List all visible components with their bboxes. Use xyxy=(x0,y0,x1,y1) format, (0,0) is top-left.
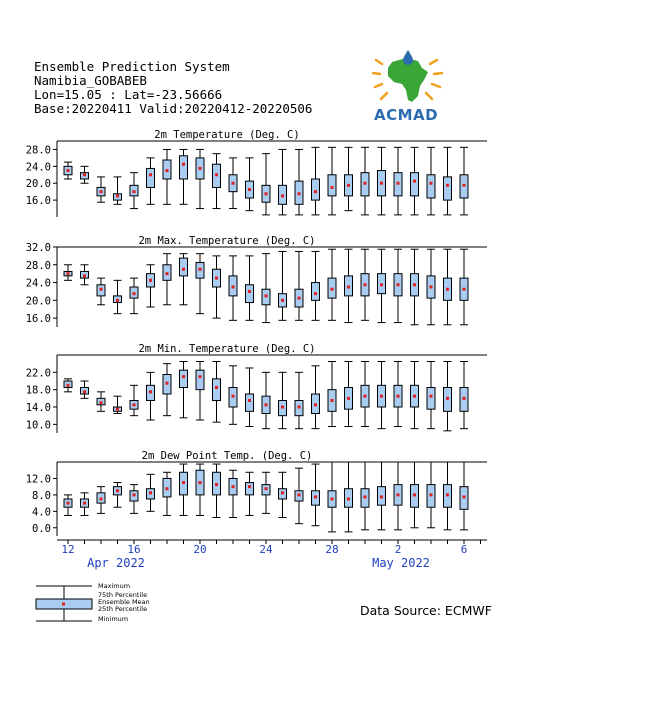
mean-marker xyxy=(248,485,251,488)
mean-marker xyxy=(232,485,235,488)
header-line-1: Ensemble Prediction System xyxy=(34,59,230,74)
mean-marker xyxy=(182,268,185,271)
mean-marker xyxy=(133,190,136,193)
mean-marker xyxy=(430,493,433,496)
mean-marker xyxy=(248,290,251,293)
legend-minimum-label: Minimum xyxy=(98,615,129,623)
mean-marker xyxy=(347,184,350,187)
iqr-box xyxy=(246,285,254,303)
iqr-box xyxy=(196,370,204,390)
mean-marker xyxy=(281,406,284,409)
mean-marker xyxy=(364,182,367,185)
mean-marker xyxy=(149,279,152,282)
mean-marker xyxy=(232,286,235,289)
panel-title: 2m Min. Temperature (Deg. C) xyxy=(138,343,316,355)
y-tick-label: 0.0 xyxy=(32,522,51,535)
mean-marker xyxy=(314,495,317,498)
iqr-box xyxy=(427,388,435,410)
y-tick-label: 8.0 xyxy=(32,489,51,502)
mean-marker xyxy=(314,190,317,193)
mean-marker xyxy=(166,169,169,172)
mean-marker xyxy=(166,487,169,490)
mean-marker xyxy=(397,182,400,185)
mean-marker xyxy=(430,286,433,289)
mean-marker xyxy=(347,397,350,400)
mean-marker xyxy=(232,182,235,185)
y-tick-label: 28.0 xyxy=(25,259,51,272)
panel-title: 2m Max. Temperature (Deg. C) xyxy=(138,235,316,247)
legend-maximum-label: Maximum xyxy=(98,582,131,590)
y-tick-label: 24.0 xyxy=(25,277,51,290)
mean-marker xyxy=(413,493,416,496)
mean-marker xyxy=(67,502,70,505)
mean-marker xyxy=(463,288,466,291)
legend-mean-marker xyxy=(62,603,65,606)
mean-marker xyxy=(133,493,136,496)
data-source-label: Data Source: ECMWF xyxy=(360,603,492,618)
mean-marker xyxy=(149,491,152,494)
mean-marker xyxy=(265,403,268,406)
mean-marker xyxy=(248,188,251,191)
mean-marker xyxy=(133,292,136,295)
mean-marker xyxy=(182,481,185,484)
mean-marker xyxy=(215,386,218,389)
mean-marker xyxy=(380,495,383,498)
mean-marker xyxy=(446,288,449,291)
mean-marker xyxy=(281,194,284,197)
mean-marker xyxy=(397,395,400,398)
mean-marker xyxy=(463,397,466,400)
mean-marker xyxy=(314,403,317,406)
mean-marker xyxy=(100,190,103,193)
iqr-box xyxy=(180,258,188,276)
mean-marker xyxy=(364,283,367,286)
header-line-3: Lon=15.05 : Lat=-23.56666 xyxy=(34,87,223,102)
legend-mean-label: Ensemble Mean xyxy=(98,598,150,606)
mean-marker xyxy=(331,186,334,189)
mean-marker xyxy=(364,495,367,498)
header-line-2: Namibia_GOBABEB xyxy=(34,73,147,88)
legend-p75-label: 75th Percentile xyxy=(98,591,148,599)
mean-marker xyxy=(281,299,284,302)
mean-marker xyxy=(215,173,218,176)
mean-marker xyxy=(100,288,103,291)
x-tick-label: 6 xyxy=(460,543,468,556)
x-tick-label: 20 xyxy=(193,543,207,556)
mean-marker xyxy=(67,169,70,172)
mean-marker xyxy=(83,502,86,505)
mean-marker xyxy=(298,406,301,409)
x-tick-label: 12 xyxy=(61,543,75,556)
x-tick-label: 28 xyxy=(325,543,339,556)
iqr-box xyxy=(147,168,155,187)
y-tick-label: 4.0 xyxy=(32,506,51,519)
mean-marker xyxy=(199,375,202,378)
iqr-box xyxy=(411,173,419,196)
y-tick-label: 12.0 xyxy=(25,473,51,486)
mean-marker xyxy=(380,395,383,398)
mean-marker xyxy=(314,292,317,295)
iqr-box xyxy=(427,175,435,198)
mean-marker xyxy=(331,498,334,501)
iqr-box xyxy=(246,394,254,411)
mean-marker xyxy=(380,182,383,185)
header-line-4: Base:20220411 Valid:20220412-20220506 xyxy=(34,101,313,116)
mean-marker xyxy=(446,493,449,496)
mean-marker xyxy=(364,395,367,398)
x-tick-label: 24 xyxy=(259,543,273,556)
x-tick-label: 2 xyxy=(394,543,402,556)
iqr-box xyxy=(328,175,336,196)
iqr-box xyxy=(312,283,320,301)
x-tick-label: 16 xyxy=(127,543,141,556)
month-label-may: May 2022 xyxy=(372,556,430,570)
mean-marker xyxy=(430,182,433,185)
logo-text: ACMAD xyxy=(374,106,439,124)
mean-marker xyxy=(397,493,400,496)
iqr-box xyxy=(312,179,320,200)
mean-marker xyxy=(413,283,416,286)
mean-marker xyxy=(166,382,169,385)
mean-marker xyxy=(116,194,119,197)
mean-marker xyxy=(265,487,268,490)
mean-marker xyxy=(463,495,466,498)
y-tick-label: 20.0 xyxy=(25,295,51,308)
y-tick-label: 22.0 xyxy=(25,367,51,380)
mean-marker xyxy=(149,173,152,176)
mean-marker xyxy=(331,399,334,402)
mean-marker xyxy=(446,184,449,187)
y-tick-label: 16.0 xyxy=(25,195,51,208)
mean-marker xyxy=(215,277,218,280)
mean-marker xyxy=(413,395,416,398)
mean-marker xyxy=(463,184,466,187)
mean-marker xyxy=(397,283,400,286)
mean-marker xyxy=(446,397,449,400)
mean-marker xyxy=(116,489,119,492)
mean-marker xyxy=(67,272,70,275)
iqr-box xyxy=(246,483,254,495)
mean-marker xyxy=(331,288,334,291)
mean-marker xyxy=(265,192,268,195)
mean-marker xyxy=(182,375,185,378)
y-tick-label: 28.0 xyxy=(25,144,51,157)
mean-marker xyxy=(83,173,86,176)
mean-marker xyxy=(116,408,119,411)
y-tick-label: 20.0 xyxy=(25,178,51,191)
mean-marker xyxy=(298,493,301,496)
mean-marker xyxy=(413,180,416,183)
y-tick-label: 16.0 xyxy=(25,313,51,326)
iqr-box xyxy=(444,177,452,200)
mean-marker xyxy=(430,395,433,398)
mean-marker xyxy=(298,297,301,300)
mean-marker xyxy=(116,299,119,302)
mean-marker xyxy=(248,399,251,402)
mean-marker xyxy=(83,390,86,393)
month-label-apr: Apr 2022 xyxy=(87,556,145,570)
mean-marker xyxy=(100,401,103,404)
mean-marker xyxy=(67,384,70,387)
y-tick-label: 10.0 xyxy=(25,419,51,432)
panel-title: 2m Dew Point Temp. (Deg. C) xyxy=(141,450,313,462)
mean-marker xyxy=(232,395,235,398)
y-tick-label: 24.0 xyxy=(25,161,51,174)
mean-marker xyxy=(265,294,268,297)
mean-marker xyxy=(182,163,185,166)
legend-p25-label: 25th Percentile xyxy=(98,605,148,613)
iqr-box xyxy=(213,379,221,401)
mean-marker xyxy=(166,272,169,275)
mean-marker xyxy=(199,167,202,170)
y-tick-label: 32.0 xyxy=(25,242,51,254)
mean-marker xyxy=(149,390,152,393)
mean-marker xyxy=(199,481,202,484)
mean-marker xyxy=(347,498,350,501)
y-tick-label: 14.0 xyxy=(25,402,51,414)
mean-marker xyxy=(281,491,284,494)
mean-marker xyxy=(215,483,218,486)
mean-marker xyxy=(380,283,383,286)
y-tick-label: 18.0 xyxy=(25,384,51,397)
iqr-box xyxy=(180,370,188,387)
mean-marker xyxy=(83,274,86,277)
iqr-box xyxy=(180,156,188,179)
mean-marker xyxy=(133,403,136,406)
mean-marker xyxy=(298,192,301,195)
mean-marker xyxy=(347,286,350,289)
panel-title: 2m Temperature (Deg. C) xyxy=(154,129,300,141)
mean-marker xyxy=(199,268,202,271)
mean-marker xyxy=(100,498,103,501)
